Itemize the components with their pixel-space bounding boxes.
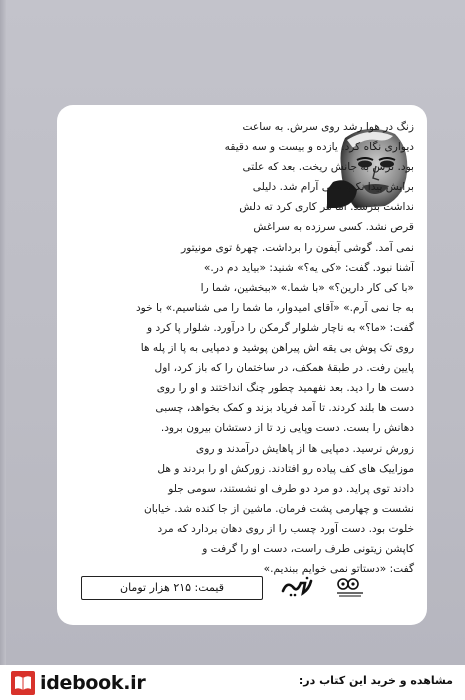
- imprint-logo-icon: [279, 575, 315, 599]
- text-line: قرص نشد. کسی سرزده به سراغش: [253, 221, 414, 234]
- site-cta-text: مشاهده و خرید این کتاب در:: [298, 674, 453, 687]
- synopsis-paragraph-2: [79, 238, 414, 580]
- text-line: برایش پیدا نکرد کمی آرام شد. دلیلی: [252, 181, 414, 194]
- site-logo[interactable]: [10, 669, 170, 697]
- text-line: گفت: «دستاتو نمی خوایم ببندیم.»: [263, 563, 414, 576]
- text-line: کاپشن زیتونی طرف راست، دست او را گرفت و: [202, 542, 414, 555]
- text-line: «با کی کار دارین؟» «با شما.» «ببخشین، شما را: [200, 281, 414, 294]
- text-line: نشست و چهارمی پشت فرمان. ماشین از جا کنده شد. خیابان: [143, 502, 414, 515]
- synopsis-panel: [57, 105, 427, 625]
- book-edge: [0, 0, 6, 665]
- text-line: بود. ترس به جانش ریخت. بعد که علتی: [242, 161, 414, 174]
- imprint-logo: [279, 575, 315, 599]
- text-line: خلوت بود. دست آورد چسب را از روی دهان بردارد که مرد: [157, 522, 414, 535]
- text-line: آشنا نبود. گفت: «کی یه؟» شنید: «بیاید دم در.»: [203, 261, 414, 274]
- text-line: دهانش را بست. دست وپایی زد تا از دستشان بیرون برود.: [160, 422, 414, 435]
- publisher-logo: [333, 575, 369, 599]
- text-line: نمی آمد. گوشی آیفون را برداشت. چهرهٔ توی مونیتور: [181, 241, 414, 254]
- publisher-logo-icon: [333, 575, 369, 599]
- price-label: قیمت: ۲۱۵ هزار تومان: [81, 576, 263, 600]
- site-watermark-bar: [0, 665, 465, 700]
- text-line: دست ها را دید. بعد نفهمید چطور چنگ انداختند و او را روی: [156, 382, 414, 395]
- synopsis-text: [79, 117, 414, 579]
- text-line: موزاییک های کف پیاده رو افتادند. زورکش او را بردند و هل: [157, 462, 414, 475]
- text-line: دادند توی پراید. دو مرد دو طرف او نشستند، سومی جلو: [168, 482, 414, 495]
- text-line: پایین رفت. در طبقهٔ همکف، در ساختمان را که باز کرد، اول: [154, 362, 414, 375]
- text-line: نداشت بترسد. اما هر کاری کرد ته دلش: [239, 201, 414, 214]
- text-line: دیواری نگاه کرد. یازده و بیست و سه دقیقه: [224, 141, 414, 154]
- text-line: زورش نرسید. دمپایی ها از پاهایش درآمدند و روی: [195, 442, 414, 455]
- book-icon: [10, 670, 36, 696]
- text-line: به جا نمی آرم.» «آقای امیدوار، ما شما را می شناسیم.» با خود: [135, 301, 414, 314]
- site-brand-name[interactable]: idebook.ir: [40, 672, 146, 694]
- text-line: زنگ در هوا رشد روی سرش. به ساعت: [242, 121, 414, 133]
- text-line: گفت: «ما؟» به ناچار شلوار گرمکن را درآورد. شلوار پا کرد و: [147, 321, 414, 334]
- text-line: دست ها بلند کردند. تا آمد فریاد بزند و کمک بخواهد، چسبی: [155, 402, 414, 415]
- text-line: روی تک پوش بی یقه اش پیراهن پوشید و دمپایی به پا از پله ها: [140, 342, 414, 355]
- synopsis-paragraph-1: [176, 117, 414, 238]
